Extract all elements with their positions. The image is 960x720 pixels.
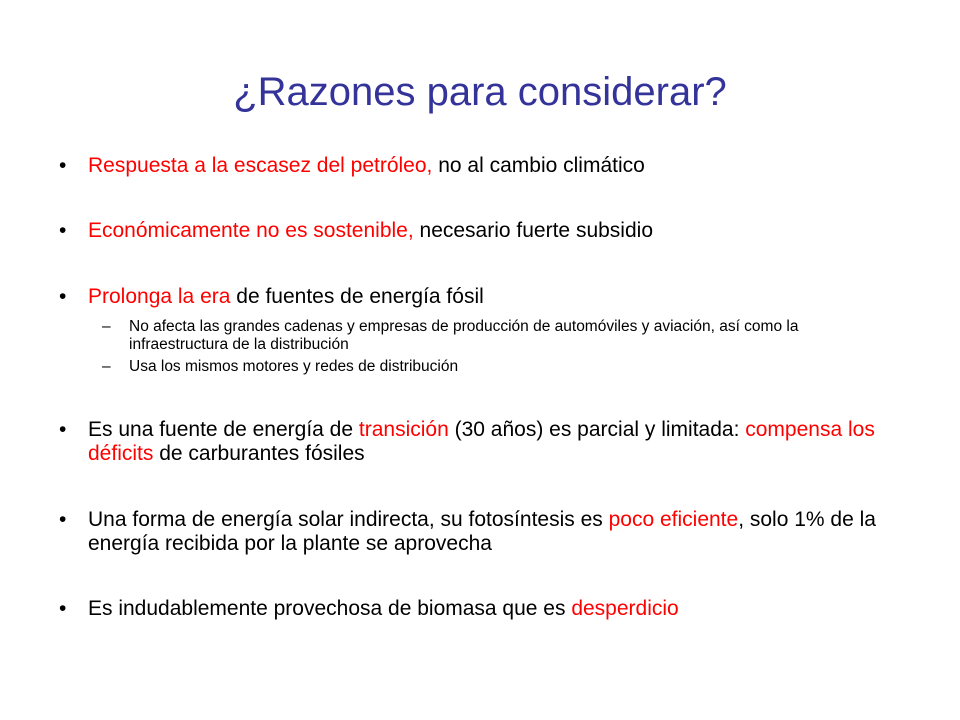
bullet-text-highlight: Respuesta a la escasez del petróleo,	[88, 154, 433, 177]
bullet-text-highlight: transición	[358, 418, 449, 441]
bullet-text-plain: (30 años) es parcial y limitada:	[448, 418, 746, 441]
slide-title: ¿Razones para considerar?	[233, 70, 727, 114]
bullet-text-highlight: compensa los déficits	[88, 418, 875, 465]
bullet-text-highlight: Prolonga la era	[88, 285, 231, 308]
bullet-text	[88, 508, 919, 556]
bullet-item	[59, 597, 919, 621]
sub-bullet-item	[102, 318, 892, 354]
bullet-item	[59, 219, 919, 243]
sub-bullet-text: No afecta las grandes cadenas y empresas de producción de automóviles y aviación, así como la infraestructura de la distribución	[129, 318, 799, 353]
bullet-text	[88, 154, 919, 178]
sub-bullet-marker: –	[102, 358, 111, 375]
bullet-text	[88, 219, 919, 243]
sub-bullet-marker: –	[102, 318, 111, 335]
sub-bullet-text: Usa los mismos motores y redes de distribución	[129, 358, 459, 375]
bullet-marker: •	[59, 219, 67, 242]
bullet-text	[88, 597, 919, 621]
bullet-marker: •	[59, 154, 67, 177]
bullet-text-plain: de fuentes de energía fósil	[230, 285, 484, 308]
bullet-text-plain: Es una fuente de energía de	[88, 418, 359, 441]
bullet-text-highlight: poco eficiente	[608, 508, 739, 531]
bullet-text-plain: de carburantes fósiles	[153, 442, 365, 465]
bullet-text	[88, 285, 919, 309]
bullet-text	[88, 418, 919, 466]
bullet-item	[59, 285, 919, 309]
bullet-item	[59, 418, 919, 466]
bullet-marker: •	[59, 418, 67, 441]
bullet-marker: •	[59, 597, 67, 620]
bullet-text-plain: necesario fuerte subsidio	[413, 219, 653, 242]
bullet-text-plain: Una forma de energía solar indirecta, su fotosíntesis es	[88, 508, 609, 531]
bullet-text-plain: no al cambio climático	[432, 154, 645, 177]
bullet-item	[59, 154, 919, 178]
bullet-marker: •	[59, 508, 67, 531]
bullet-text-plain: Es indudablemente provechosa de biomasa que es	[88, 597, 572, 620]
bullet-text-highlight: desperdicio	[571, 597, 679, 620]
sub-bullet-item	[102, 358, 892, 376]
bullet-text-plain: , solo 1% de la energía recibida por la plante se aprovecha	[88, 508, 876, 555]
bullet-item	[59, 508, 919, 556]
bullet-text-highlight: Económicamente no es sostenible,	[88, 219, 414, 242]
bullet-marker: •	[59, 285, 67, 308]
